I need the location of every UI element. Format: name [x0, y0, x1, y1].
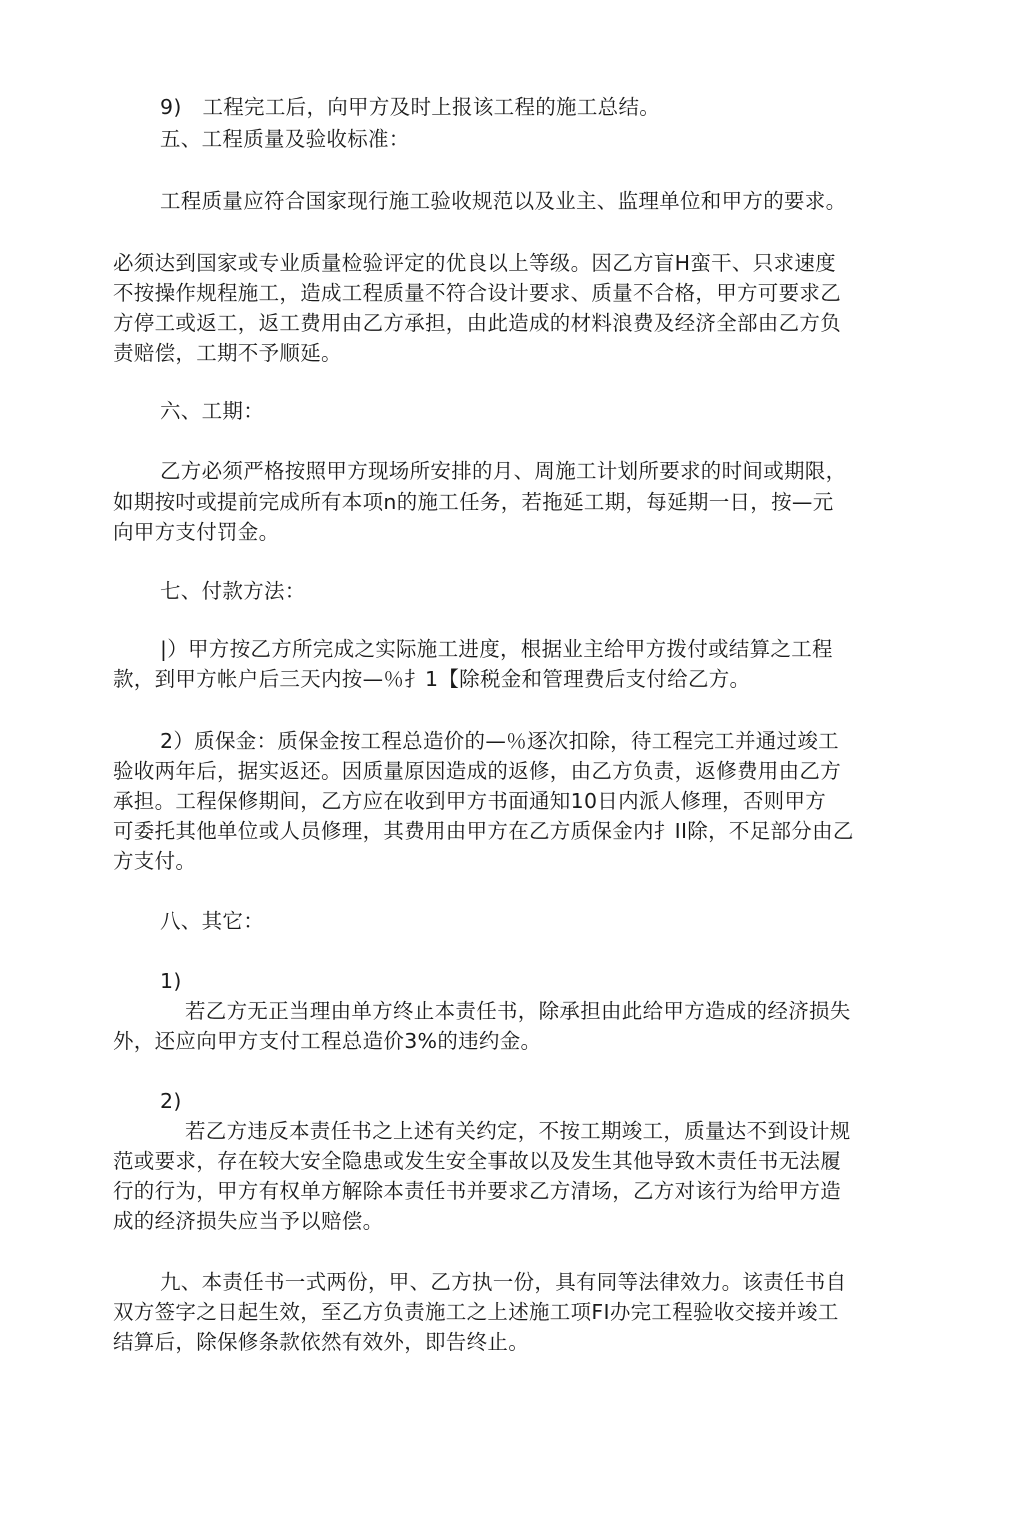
text-line: 验收两年后，据实返还。因质量原因造成的返修，由乙方负责，返修费用由乙方 [113, 759, 841, 783]
text-line: 若乙方无正当理由单方终止本责任书，除承担由此给甲方造成的经济损失 [185, 999, 851, 1023]
list-number: 1) [160, 969, 182, 993]
text-line: 承担。工程保修期间，乙方应在收到甲方书面通知10日内派人修理，否则甲方 [113, 789, 827, 813]
text-line: 向甲方支付罚金。 [113, 520, 280, 544]
text-line: 九、本责任书一式两份，甲、乙方执一份，具有同等法律效力。该责任书自 [160, 1270, 847, 1294]
text-line: 方停工或返工，返工费用由乙方承担，由此造成的材料浪费及经济全部由乙方负 [113, 311, 841, 335]
section-heading-other: 八、其它： [160, 909, 264, 933]
text-line: |）甲方按乙方所完成之实际施工进度，根据业主给甲方拨付或结算之工程 [160, 637, 833, 661]
text-line: 外，还应向甲方支付工程总造价3%的违约金。 [113, 1029, 542, 1053]
text-line: 2）质保金：质保金按工程总造价的—％逐次扣除，待工程完工并通过竣工 [160, 729, 839, 753]
text-line: 结算后，除保修条款依然有效外，即告终止。 [113, 1330, 529, 1354]
text-line: 范或要求，存在较大安全隐患或发生安全事故以及发生其他导致木责任书无法履 [113, 1149, 841, 1173]
text-line: 不按操作规程施工，造成工程质量不符合设计要求、质量不合格，甲方可要求乙 [113, 281, 841, 305]
section-heading-schedule: 六、工期： [160, 399, 264, 423]
text-line: 必须达到国家或专业质量检验评定的优良以上等级。因乙方盲H蛮干、只求速度 [113, 251, 836, 275]
text-line: 成的经济损失应当予以赔偿。 [113, 1209, 384, 1233]
text-line: 乙方必须严格按照甲方现场所安排的月、周施工计划所要求的时间或期限， [160, 459, 847, 483]
text-line-item9: 9) 工程完工后，向甲方及时上报该工程的施工总结。 [160, 95, 661, 119]
section-heading-quality: 五、工程质量及验收标准： [160, 127, 410, 151]
text-line: 若乙方违反本责任书之上述有关约定，不按工期竣工，质量达不到设计规 [185, 1119, 851, 1143]
text-line: 方支付。 [113, 849, 197, 873]
text-line: 款，到甲方帐户后三天内按—％扌1【除税金和管理费后支付给乙方。 [113, 667, 751, 691]
list-number: 2) [160, 1089, 182, 1113]
section-heading-payment: 七、付款方法： [160, 579, 306, 603]
text-line: 可委托其他单位或人员修理，其费用由甲方在乙方质保金内扌II除，不足部分由乙 [113, 819, 854, 843]
text-line: 如期按吋或提前完成所有本项n的施工任务，若拖延工期，每延期一日，按—元 [113, 490, 834, 514]
text-line: 工程质量应符合国家现行施工验收规范以及业主、监理单位和甲方的要求。 [160, 189, 847, 213]
text-line: 行的行为，甲方有权单方解除本责任书并要求乙方清场，乙方对该行为给甲方造 [113, 1179, 841, 1203]
text-line: 责赔偿，工期不予顺延。 [113, 341, 342, 365]
text-line: 双方签字之日起生效，至乙方负责施工之上述施工项FI办完工程验收交接并竣工 [113, 1300, 839, 1324]
